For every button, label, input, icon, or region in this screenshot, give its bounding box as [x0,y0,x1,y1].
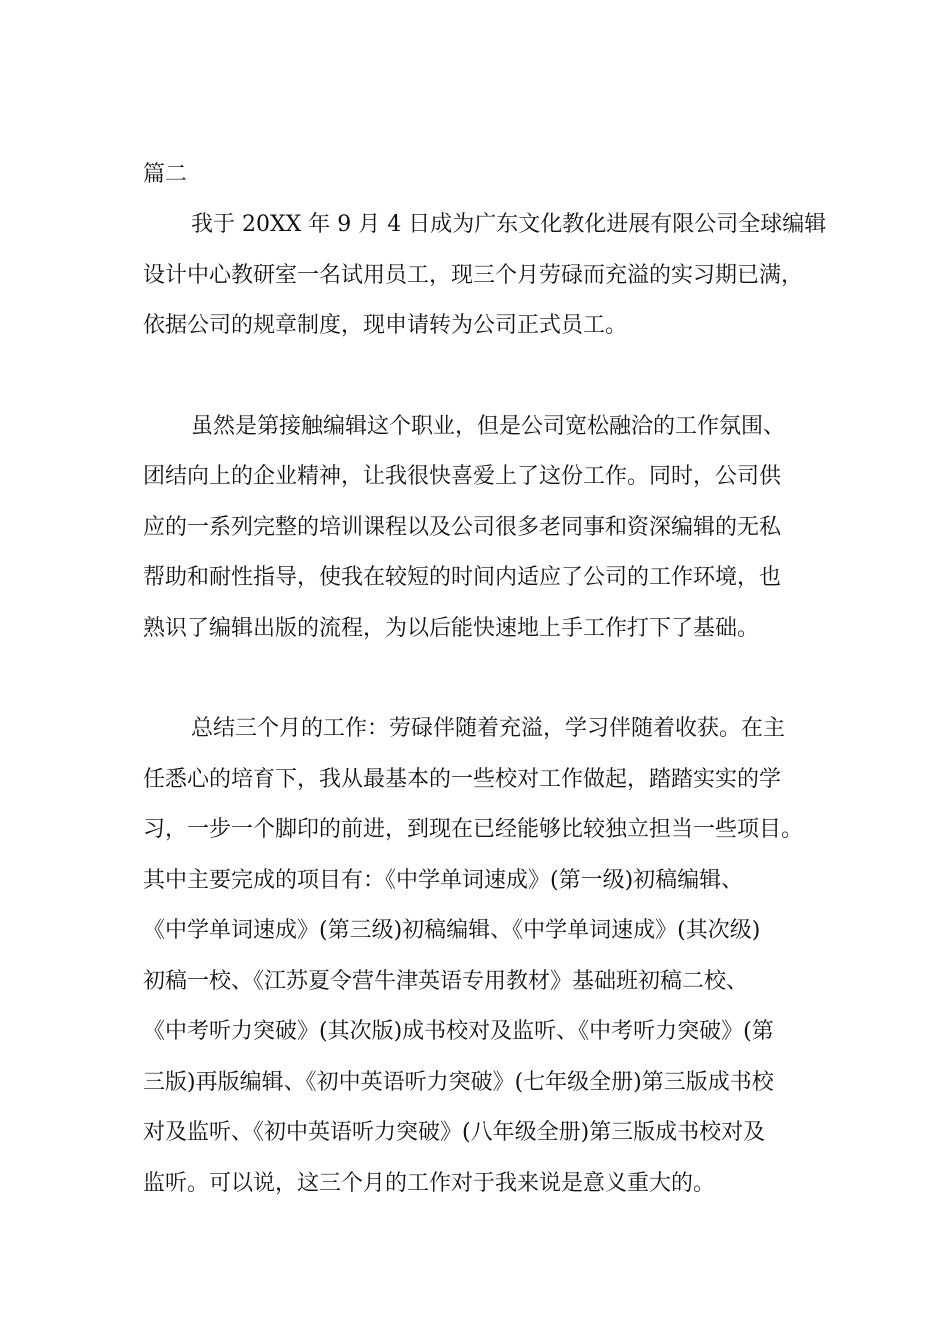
paragraph-line: 我于 20XX 年 9 月 4 日成为广东文化教化进展有限公司全球编辑 [191,212,827,237]
paragraph-3 [143,704,813,1209]
paragraph-line: 三版)再版编辑、《初中英语听力突破》(七年级全册)第三版成书校 [143,1069,774,1095]
paragraph-line: 应的一系列完整的培训课程以及公司很多老同事和资深编辑的无私 [143,514,782,540]
paragraph-line: 监听。可以说，这三个月的工作对于我来说是意义重大的。 [143,1170,716,1196]
paragraph-line: 帮助和耐性指导，使我在较短的时间内适应了公司的工作环境，也 [143,565,782,590]
paragraph-line: 任悉心的培育下，我从最基本的一些校对工作做起，踏踏实实的学 [143,766,782,792]
paragraph-line: 虽然是第接触编辑这个职业，但是公司宽松融洽的工作氛围、 [191,413,786,439]
paragraph-line: 总结三个月的工作：劳碌伴随着充溢，学习伴随着收获。在主 [191,716,786,741]
section-heading: 篇二 [143,162,188,187]
paragraph-line: 其中主要完成的项目有：《中学单词速成》(第一级)初稿编辑、 [143,867,744,893]
paragraph-line: 团结向上的企业精神，让我很快喜爱上了这份工作。同时，公司供 [143,464,782,489]
paragraph-line: 《中学单词速成》(第三级)初稿编辑、《中学单词速成》(其次级) [143,918,761,943]
paragraph-line: 初稿一校、《江苏夏令营牛津英语专用教材》基础班初稿二校、 [143,968,749,994]
paragraph-line: 设计中心教研室一名试用员工，现三个月劳碌而充溢的实习期已满， [143,262,804,288]
paragraph-line: 熟识了编辑出版的流程，为以后能快速地上手工作打下了基础。 [143,615,760,641]
paragraph-spacer [143,654,813,704]
paragraph-line: 对及监听、《初中英语听力突破》(八年级全册)第三版成书校对及 [143,1120,766,1145]
paragraph-line: 《中考听力突破》(其次版)成书校对及监听、《中考听力突破》(第 [143,1019,774,1044]
paragraph-spacer [143,352,813,402]
document-body [143,150,827,1209]
paragraph-2 [143,402,813,655]
paragraph-1 [143,200,827,352]
paragraph-line: 依据公司的规章制度，现申请转为公司正式员工。 [143,313,628,338]
paragraph-line: 习，一步一个脚印的前进，到现在已经能够比较独立担当一些项目。 [143,817,804,842]
